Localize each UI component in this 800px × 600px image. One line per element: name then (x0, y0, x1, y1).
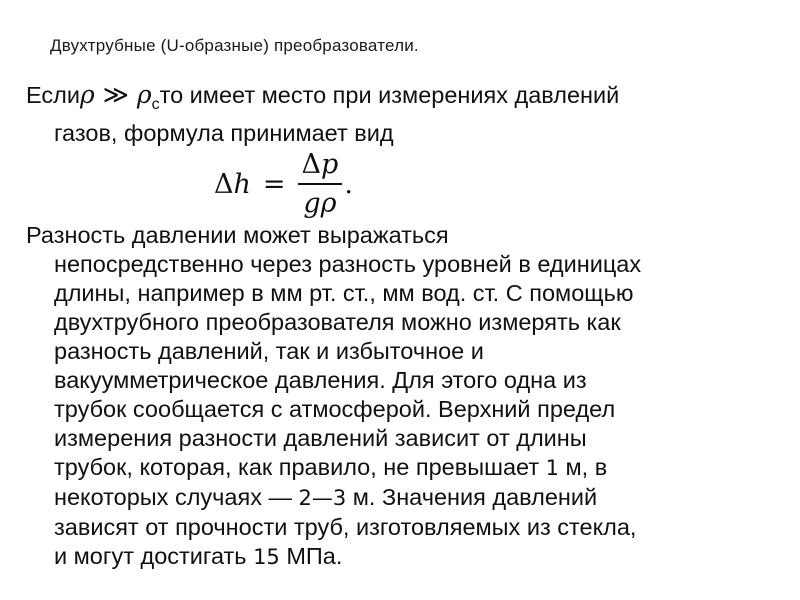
math-symbol-rho: ρ (80, 80, 95, 109)
fraction-bar (298, 183, 343, 185)
text-fragment: Если (26, 82, 80, 108)
text-fragment: м. Значения давлений (346, 484, 598, 510)
paragraph-description (26, 221, 782, 572)
text-fragment: то имеет место при измерениях давлений (159, 82, 620, 108)
math-period: . (344, 168, 353, 200)
paragraph-line (26, 483, 782, 513)
paragraph-line: разность давлений, так и избыточное и (54, 338, 484, 364)
math-delta: Δ (214, 168, 234, 200)
paragraph-line (26, 542, 782, 572)
display-formula (214, 145, 353, 223)
number-value: 1 (545, 456, 559, 480)
paragraph-line (26, 453, 782, 483)
paragraph-line: длины, например в мм рт. ст., мм вод. ст. С помощью (54, 280, 634, 306)
formula-lhs (214, 169, 251, 200)
math-variable: h (233, 168, 251, 200)
paragraph-line: двухтрубного преобразователя можно измерять как (54, 309, 621, 335)
paragraph-line: непосредственно через разность уровней в единицах (54, 251, 642, 277)
paragraph-line (26, 80, 782, 119)
fraction-numerator (298, 149, 343, 180)
paragraph-line: вакуумметрическое давления. Для этого одна из (54, 367, 587, 393)
paragraph-line: трубок сообщается с атмосферой. Верхний предел (54, 396, 616, 422)
paragraph-condition (26, 80, 782, 148)
paragraph-line: Разность давлении может выражаться (26, 222, 449, 248)
math-fraction (298, 149, 343, 219)
math-operator: ≫ (102, 80, 129, 109)
math-variable: p (321, 149, 339, 180)
text-fragment: м, в (559, 454, 608, 480)
math-symbol-rho: ρ (136, 80, 152, 109)
number-value: 2—3 (298, 486, 347, 510)
math-delta: Δ (301, 149, 322, 180)
text-fragment: МПа. (279, 543, 343, 569)
text-fragment: и могут достигать (54, 543, 254, 569)
fraction-denominator: gρ (303, 188, 337, 219)
paragraph-line: газов, формула принимает вид (54, 120, 394, 146)
paragraph-line: зависят от прочности труб, изготовляемых из стекла, (54, 514, 637, 540)
math-subscript: с (151, 96, 160, 113)
inline-formula (80, 80, 160, 119)
math-equals: = (262, 168, 286, 200)
paragraph-line: измерения разности давлений зависит от длины (54, 425, 587, 451)
slide-title: Двухтрубные (U-образные) преобразователи. (50, 36, 419, 55)
text-fragment: некоторых случаях — (54, 484, 299, 510)
number-value: 15 (253, 545, 280, 569)
text-fragment: трубок, которая, как правило, не превышает (54, 454, 546, 480)
